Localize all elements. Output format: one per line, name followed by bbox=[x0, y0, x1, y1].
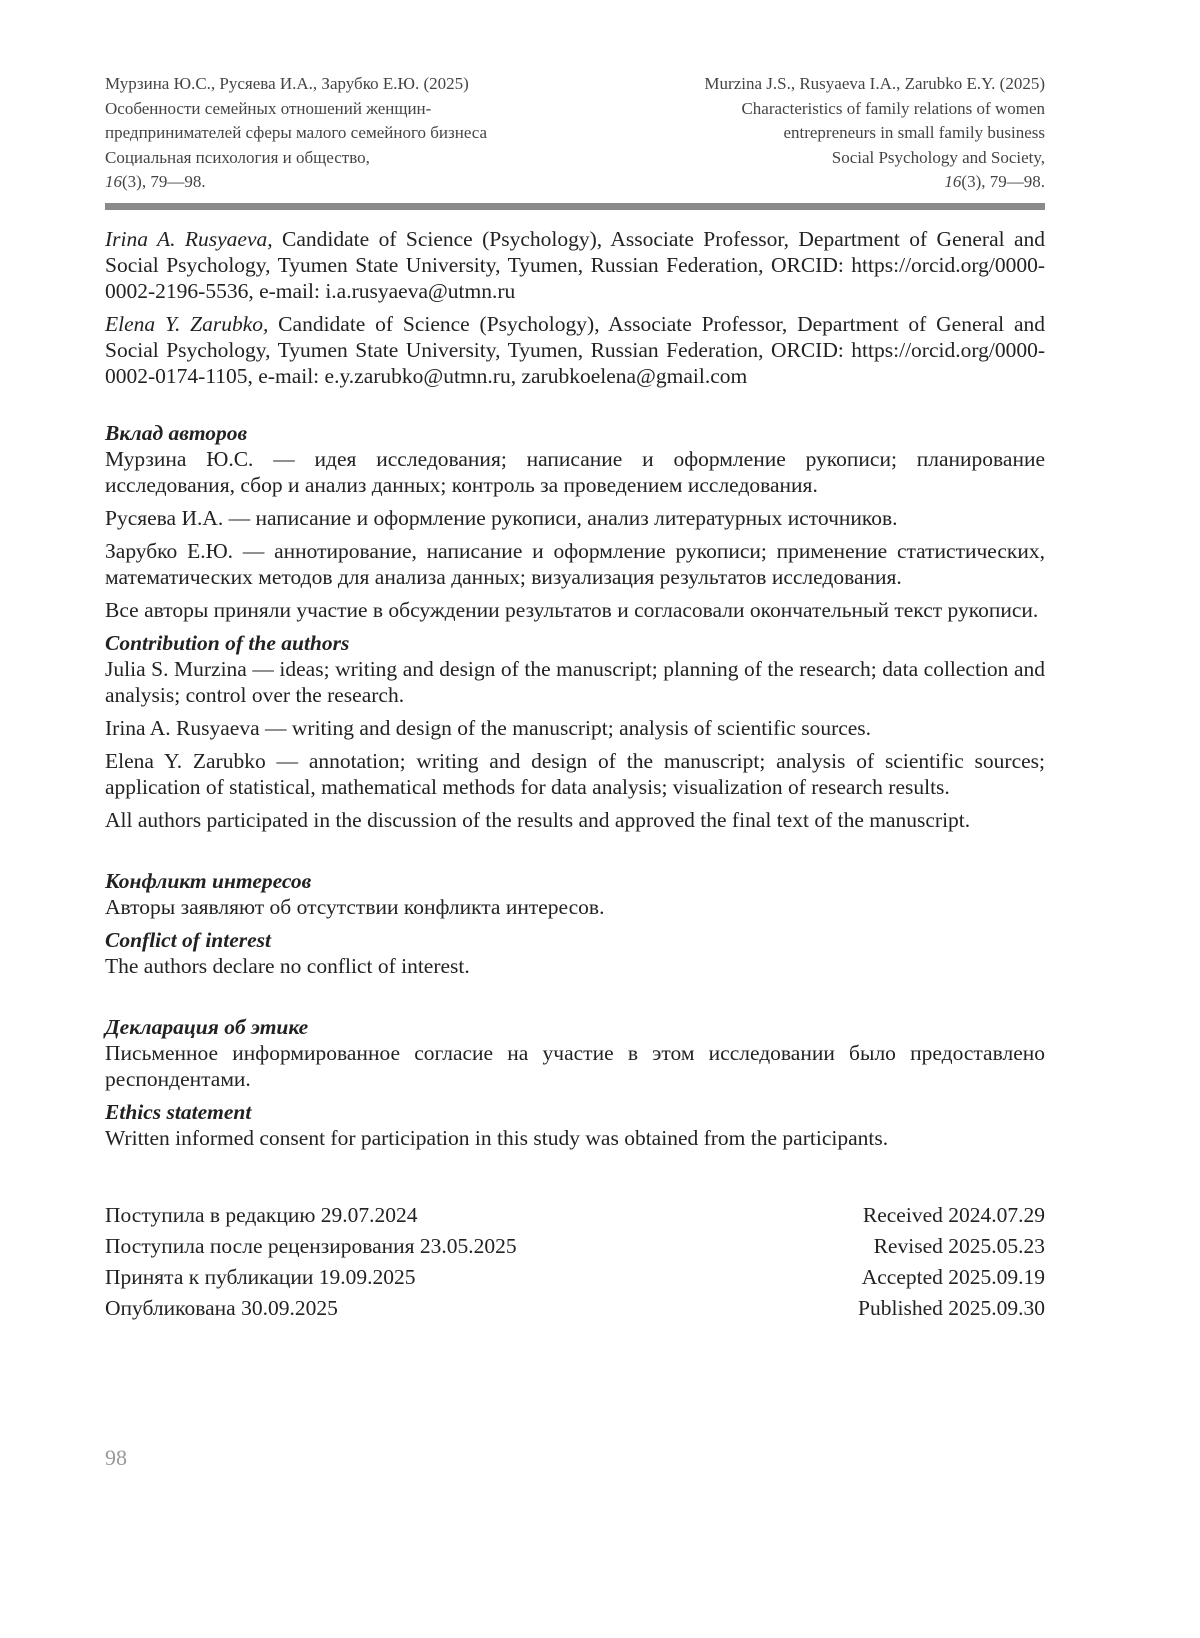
article-body bbox=[105, 226, 1045, 1158]
section-heading: Декларация об этике bbox=[105, 1014, 1045, 1040]
paragraph: Все авторы приняли участие в обсуждении результатов и согласовали окончательный текст рукописи. bbox=[105, 597, 1045, 623]
section-heading: Conflict of interest bbox=[105, 927, 1045, 953]
page-number: 98 bbox=[105, 1445, 127, 1471]
paragraph: All authors participated in the discussion of the results and approved the final text of the manuscript. bbox=[105, 807, 1045, 833]
paragraph: Julia S. Murzina — ideas; writing and design of the manuscript; planning of the research; data collection and analysis; control over the research. bbox=[105, 656, 1045, 708]
paragraph: Мурзина Ю.С. — идея исследования; написание и оформление рукописи; планирование исследования, сбор и анализ данных; контроль за проведением исследования. bbox=[105, 446, 1045, 498]
date-row: Поступила после рецензирования 23.05.2025 Revised 2025.05.23 bbox=[105, 1231, 1045, 1262]
citation-en: Murzina J.S., Rusyaeva I.A., Zarubko E.Y. (2025) Characteristics of family relations of women entrepreneurs in small family business Social Psychology and Society, 16(3), 79—98. bbox=[704, 72, 1045, 195]
paragraph: Зарубко Е.Ю. — аннотирование, написание и оформление рукописи; применение статистических, математических методов для анализа данных; визуализация результатов исследования. bbox=[105, 538, 1045, 590]
publication-dates bbox=[105, 1200, 1045, 1324]
date-row: Опубликована 30.09.2025 Published 2025.09.30 bbox=[105, 1293, 1045, 1324]
date-row: Поступила в редакцию 29.07.2024 Received 2024.07.29 bbox=[105, 1200, 1045, 1231]
section-heading: Ethics statement bbox=[105, 1099, 1045, 1125]
running-header bbox=[105, 72, 1045, 195]
paragraph: Irina A. Rusyaeva — writing and design of the manuscript; analysis of scientific sources. bbox=[105, 715, 1045, 741]
paragraph: Письменное информированное согласие на участие в этом исследовании было предоставлено респондентами. bbox=[105, 1040, 1045, 1092]
paragraph: The authors declare no conflict of interest. bbox=[105, 953, 1045, 979]
author-info: Elena Y. Zarubko, Candidate of Science (Psychology), Associate Professor, Department of General and Social Psychology, Tyumen State University, Tyumen, Russian Federation, ORCID: https://orcid.org/0000-0002-0174-1105, e-mail: e.y.zarubko@utmn.ru, zarubkoelena@gmail.com bbox=[105, 311, 1045, 389]
paragraph: Elena Y. Zarubko — annotation; writing and design of the manuscript; analysis of scientific sources; application of statistical, mathematical methods for data analysis; visualization of research results. bbox=[105, 748, 1045, 800]
author-info: Irina A. Rusyaeva, Candidate of Science (Psychology), Associate Professor, Department of General and Social Psychology, Tyumen State University, Tyumen, Russian Federation, ORCID: https://orcid.org/0000-0002-2196-5536, e-mail: i.a.rusyaeva@utmn.ru bbox=[105, 226, 1045, 304]
paragraph: Written informed consent for participation in this study was obtained from the participants. bbox=[105, 1125, 1045, 1151]
section-heading: Contribution of the authors bbox=[105, 630, 1045, 656]
section-heading: Вклад авторов bbox=[105, 420, 1045, 446]
paragraph: Русяева И.А. — написание и оформление рукописи, анализ литературных источников. bbox=[105, 505, 1045, 531]
section-heading: Конфликт интересов bbox=[105, 868, 1045, 894]
paragraph: Авторы заявляют об отсутствии конфликта интересов. bbox=[105, 894, 1045, 920]
header-divider bbox=[105, 203, 1045, 210]
date-row: Принята к публикации 19.09.2025 Accepted 2025.09.19 bbox=[105, 1262, 1045, 1293]
citation-ru: Мурзина Ю.С., Русяева И.А., Зарубко Е.Ю. (2025) Особенности семейных отношений женщин- предпринимателей сферы малого семейного бизнеса Социальная психология и общество, 16(3), 79—98. bbox=[105, 72, 487, 195]
